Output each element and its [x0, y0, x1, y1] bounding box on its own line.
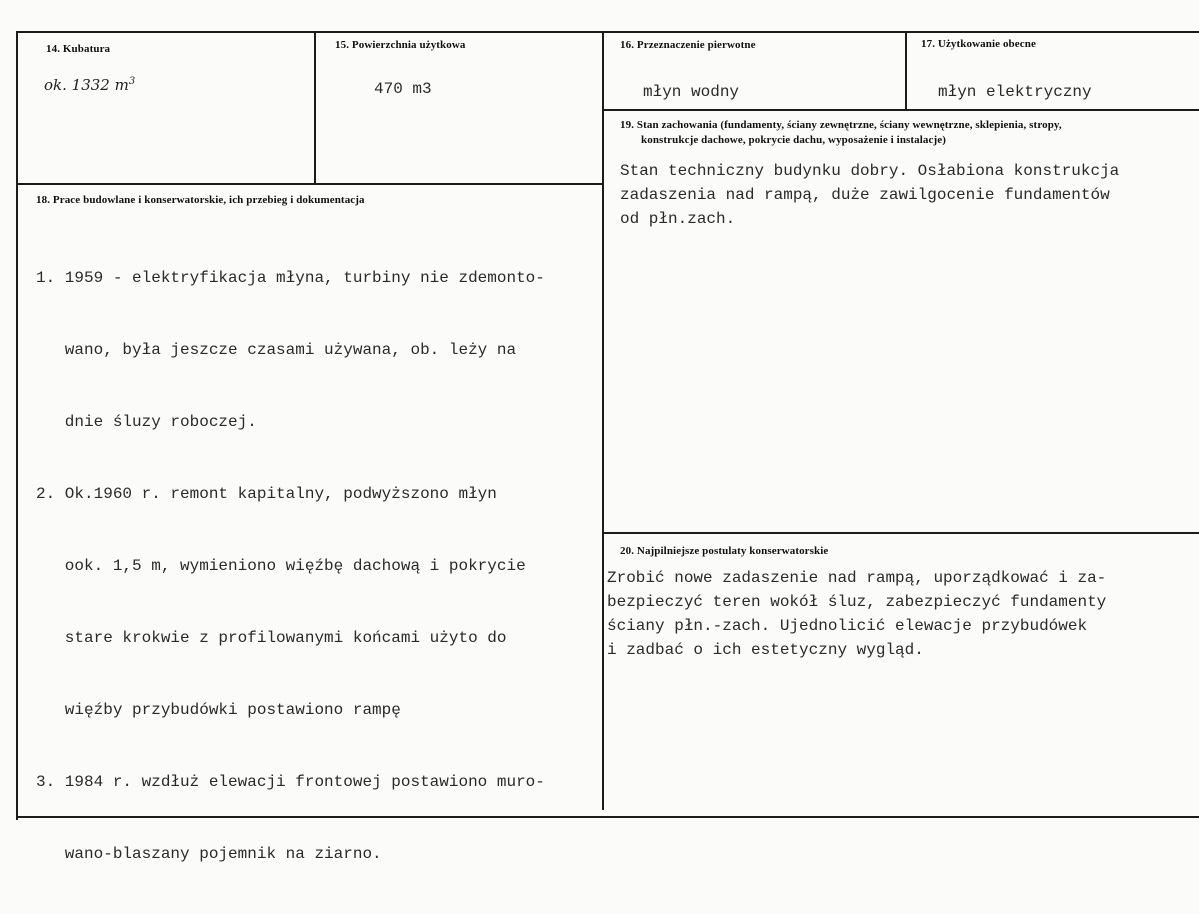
- field-15-value: 470 m3: [374, 80, 432, 98]
- rule-16-17: [905, 31, 907, 109]
- text-line: dnie śluzy roboczej.: [36, 413, 257, 431]
- field-18-text: [36, 218, 545, 914]
- text-line: zadaszenia nad rampą, duże zawilgocenie fundamentów: [620, 186, 1110, 204]
- rule-left: [16, 31, 18, 820]
- field-14-label: 14. Kubatura: [46, 43, 111, 55]
- text-line: wano-blaszany pojemnik na ziarno.: [36, 845, 382, 863]
- text-line: ściany płn.-zach. Ujednolicić elewacje przybudówek: [607, 617, 1088, 635]
- field-19-label: [620, 118, 1062, 148]
- text-line: 3. 1984 r. wzdłuż elewacji frontowej postawiono muro-: [36, 773, 545, 791]
- text-line: Zrobić nowe zadaszenie nad rampą, uporządkować i za-: [607, 569, 1107, 587]
- text-line: ook. 1,5 m, wymieniono więźbę dachową i pokrycie: [36, 557, 526, 575]
- field-17-label: 17. Użytkowanie obecne: [921, 38, 1036, 50]
- field-19-text: [620, 159, 1119, 231]
- field-15-label: 15. Powierzchnia użytkowa: [335, 39, 466, 51]
- field-14-value: [44, 76, 135, 94]
- rule-14-18: [16, 183, 603, 185]
- text-line: bezpieczyć teren wokół śluz, zabezpieczyć fundamenty: [607, 593, 1107, 611]
- rule-center: [602, 31, 604, 810]
- text-line: od płn.zach.: [620, 210, 736, 228]
- text-line: więźby przybudówki postawiono rampę: [36, 701, 401, 719]
- field-16-label: 16. Przeznaczenie pierwotne: [620, 39, 756, 51]
- text-line: stare krokwie z profilowanymi końcami użyto do: [36, 629, 507, 647]
- rule-14-15: [314, 31, 316, 183]
- rule-top: [16, 31, 1199, 33]
- rule-19-20: [602, 532, 1199, 534]
- text-line: Stan techniczny budynku dobry. Osłabiona konstrukcja: [620, 162, 1120, 180]
- rule-16-19: [602, 109, 1199, 111]
- field-14-unit: m: [114, 76, 129, 94]
- field-20-text: [607, 566, 1106, 662]
- field-19-label-line: 19. Stan zachowania (fundamenty, ściany zewnętrzne, ściany wewnętrzne, sklepienia, stropy,: [620, 119, 1062, 131]
- field-14-number: ok. 1332: [44, 76, 110, 94]
- field-16-value: młyn wodny: [643, 83, 740, 101]
- text-line: 1. 1959 - elektryfikacja młyna, turbiny nie zdemonto-: [36, 269, 545, 287]
- field-17-value: młyn elektryczny: [938, 83, 1092, 101]
- text-line: 2. Ok.1960 r. remont kapitalny, podwyższono młyn: [36, 485, 497, 503]
- field-20-label: 20. Najpilniejsze postulaty konserwatorskie: [620, 545, 829, 557]
- text-line: i zadbać o ich estetyczny wygląd.: [607, 641, 924, 659]
- field-14-unit-sup: 3: [128, 76, 136, 87]
- field-19-label-line: konstrukcje dachowe, pokrycie dachu, wyposażenie i instalacje): [641, 134, 947, 146]
- field-18-label: 18. Prace budowlane i konserwatorskie, ich przebieg i dokumentacja: [36, 194, 365, 206]
- text-line: wano, była jeszcze czasami używana, ob. leży na: [36, 341, 517, 359]
